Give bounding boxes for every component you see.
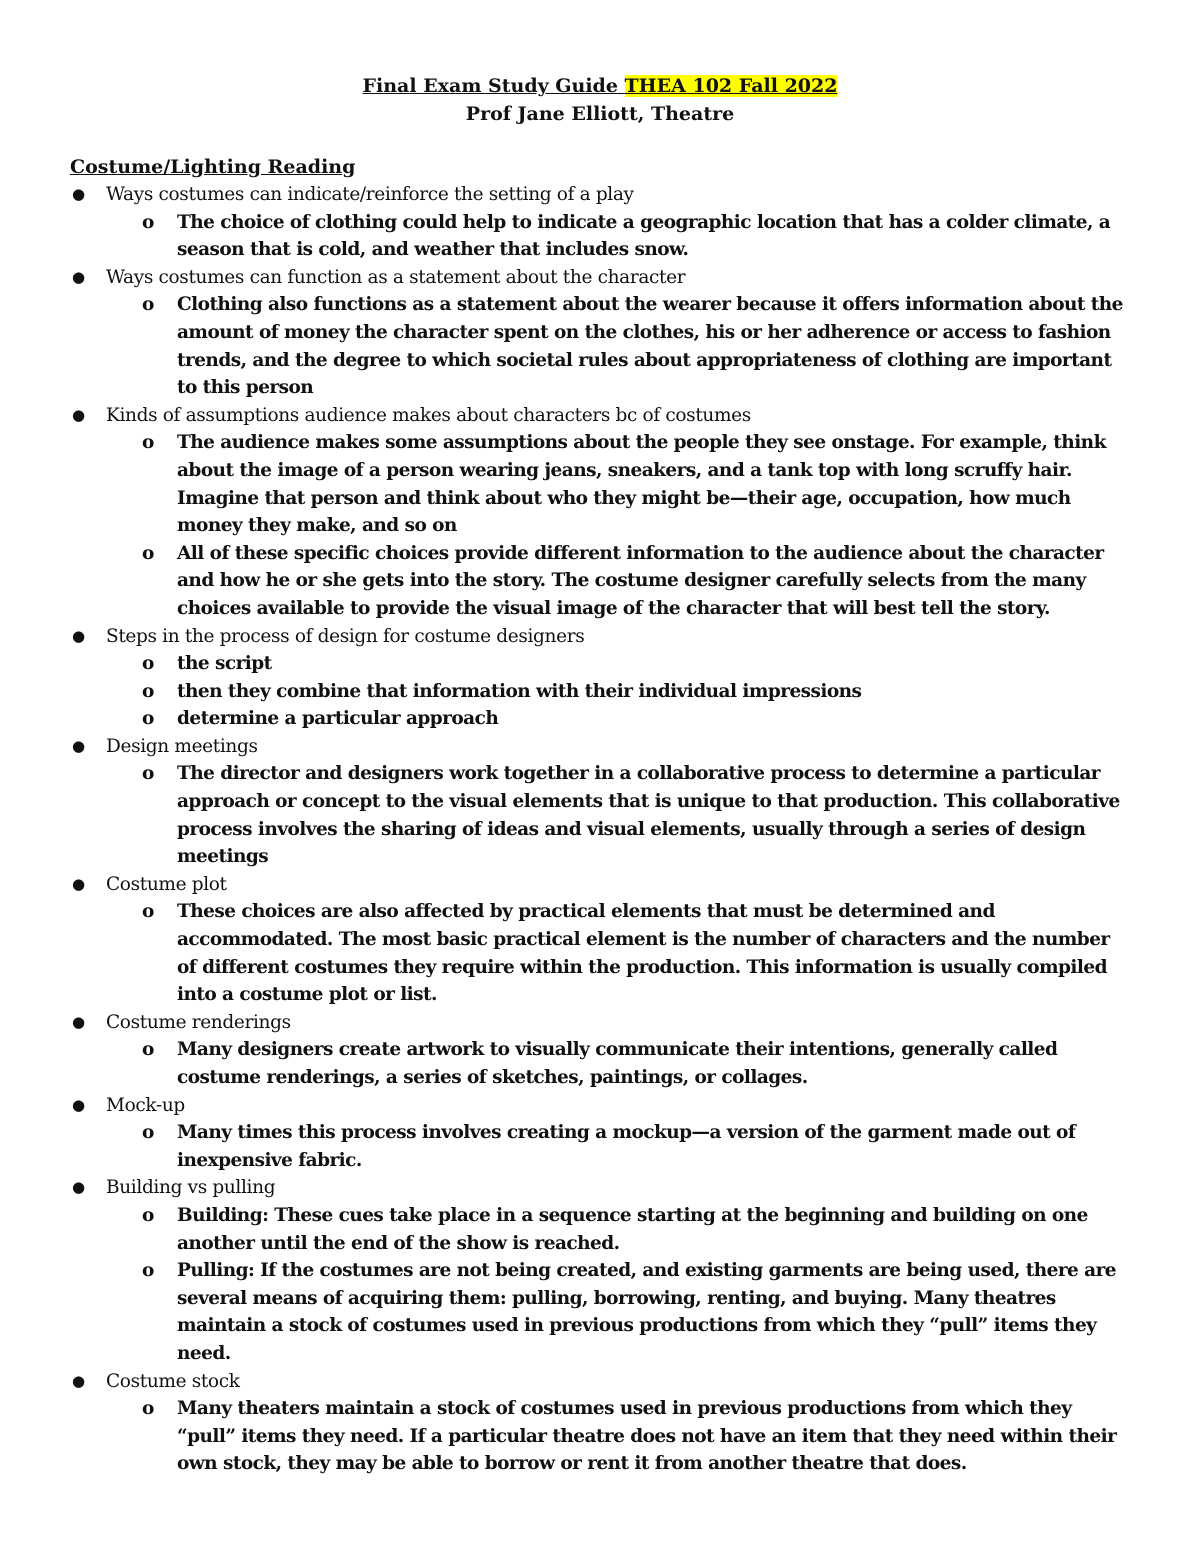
sub-list (106, 291, 1200, 401)
bullet-icon: ● (72, 267, 85, 286)
sub-item-text: Many designers create artwork to visually communicate their intentions, generally called costume renderings, a series of sketches, paintings, or collages. (177, 1039, 1058, 1088)
sub-list (106, 1036, 1200, 1091)
bullet-icon: ● (72, 1371, 85, 1390)
sub-bullet-icon: o (142, 1204, 154, 1226)
outline-item-label: Steps in the process of design for costume designers (106, 625, 585, 647)
sub-bullet-icon: o (142, 1260, 154, 1282)
outline-item (0, 1009, 1200, 1092)
sub-item (106, 1395, 1200, 1478)
document-subtitle: Prof Jane Elliott, Theatre (465, 103, 735, 125)
outline-item (0, 1092, 1200, 1175)
outline-item-label: Ways costumes can indicate/reinforce the setting of a play (106, 184, 634, 205)
section-heading: Costume/Lighting Reading (70, 156, 356, 178)
sub-item (106, 650, 1200, 678)
sub-bullet-icon: o (142, 680, 154, 702)
bullet-icon: ● (72, 1012, 85, 1031)
sub-bullet-icon: o (142, 901, 154, 923)
sub-item-text: These choices are also affected by practical elements that must be determined and accommodated. The most basic practical element is the number of characters and the number of different costumes they require within the production. This information is usually compiled into a costume plot or list. (177, 901, 1110, 1006)
outline-item-label: Costume stock (106, 1370, 240, 1392)
sub-list (106, 1119, 1200, 1174)
sub-item (106, 1036, 1200, 1091)
outline-item (0, 264, 1200, 402)
document-header (0, 72, 1200, 128)
sub-bullet-icon: o (142, 763, 154, 785)
sub-bullet-icon: o (142, 1039, 154, 1061)
sub-item-text: The choice of clothing could help to indicate a geographic location that has a colder climate, a season that is cold, and weather that includes snow. (177, 211, 1111, 261)
study-outline (0, 181, 1200, 1478)
document-title (0, 72, 1200, 100)
outline-item-label: Mock-up (106, 1094, 185, 1116)
outline-item (0, 1368, 1200, 1478)
title-highlight: THEA 102 Fall 2022 (624, 75, 838, 97)
outline-item-label: Costume renderings (106, 1011, 291, 1033)
sub-bullet-icon: o (142, 1398, 154, 1420)
bullet-icon: ● (72, 736, 85, 755)
sub-bullet-icon: o (142, 708, 154, 730)
sub-item-text: Many theaters maintain a stock of costumes used in previous productions from which they “pull” items they need. If a particular theatre does not have an item that they need within their own stock, they may be able to borrow or rent it from another theatre that does. (177, 1398, 1117, 1475)
sub-item-text: Building: These cues take place in a sequence starting at the beginning and building on one another until the end of the show is reached. (177, 1204, 1088, 1254)
sub-item-text: the script (177, 653, 272, 675)
sub-item (106, 429, 1200, 539)
outline-item-label: Kinds of assumptions audience makes about characters bc of costumes (106, 404, 751, 426)
bullet-icon: ● (72, 405, 85, 424)
sub-item (106, 209, 1200, 264)
sub-item-text: Clothing also functions as a statement about the wearer because it offers information about the amount of money the character spent on the clothes, his or her adherence or access to fashion trends, and the degree to which societal rules about appropriateness of clothing are important to this person (177, 294, 1123, 399)
sub-item-text: determine a particular approach (177, 708, 499, 730)
sub-list (106, 209, 1200, 264)
sub-item-text: The audience makes some assumptions about the people they see onstage. For example, think about the image of a person wearing jeans, sneakers, and a tank top with long scruffy hair. Imagine that person and think about who they might be—their age, occupation, how much money they make, and so on (177, 432, 1106, 537)
outline-item (0, 871, 1200, 1009)
outline-item (0, 402, 1200, 623)
sub-list (106, 1395, 1200, 1478)
sub-item (106, 678, 1200, 706)
sub-item (106, 1257, 1200, 1367)
sub-bullet-icon: o (142, 432, 154, 454)
outline-item (0, 623, 1200, 733)
outline-item (0, 181, 1200, 264)
sub-bullet-icon: o (142, 1122, 154, 1144)
bullet-icon: ● (72, 185, 85, 203)
sub-item-text: Pulling: If the costumes are not being created, and existing garments are being used, there are several means of acquiring them: pulling, borrowing, renting, and buying. Many theatres maintain a stock of costumes used in previous productions from which they “pull” items they need. (177, 1260, 1117, 1364)
sub-list (106, 1202, 1200, 1368)
sub-item-text: then they combine that information with their individual impressions (177, 680, 862, 702)
sub-item (106, 1119, 1200, 1174)
outline-item (0, 733, 1200, 871)
sub-item-text: Many times this process involves creating a mockup—a version of the garment made out of inexpensive fabric. (177, 1122, 1076, 1171)
sub-item (106, 898, 1200, 1008)
sub-bullet-icon: o (142, 294, 154, 316)
sub-list (106, 898, 1200, 1008)
sub-item (106, 1202, 1200, 1257)
bullet-icon: ● (72, 1178, 85, 1197)
sub-list (106, 760, 1200, 870)
bullet-icon: ● (72, 874, 85, 893)
sub-item-text: All of these specific choices provide different information to the audience about the character and how he or she gets into the story. The costume designer carefully selects from the many choices available to provide the visual image of the character that will best tell the story. (177, 542, 1104, 619)
sub-bullet-icon: o (142, 211, 154, 233)
outline-item-label: Building vs pulling (106, 1177, 276, 1199)
sub-item (106, 760, 1200, 870)
title-text: Final Exam Study Guide (362, 75, 625, 97)
sub-list (106, 429, 1200, 622)
sub-bullet-icon: o (142, 653, 154, 675)
sub-item (106, 540, 1200, 623)
sub-item-text: The director and designers work together in a collaborative process to determine a particular approach or concept to the visual elements that is unique to that production. This collaborative process involves the sharing of ideas and visual elements, usually through a series of design meetings (177, 763, 1120, 868)
bullet-icon: ● (72, 626, 85, 645)
sub-item (106, 291, 1200, 401)
sub-list (106, 650, 1200, 733)
outline-item (0, 1174, 1200, 1367)
outline-item-label: Costume plot (106, 873, 227, 895)
sub-item (106, 705, 1200, 733)
outline-item-label: Ways costumes can function as a statement about the character (106, 266, 686, 288)
sub-bullet-icon: o (142, 542, 154, 564)
bullet-icon: ● (72, 1095, 85, 1114)
outline-item-label: Design meetings (106, 735, 258, 757)
